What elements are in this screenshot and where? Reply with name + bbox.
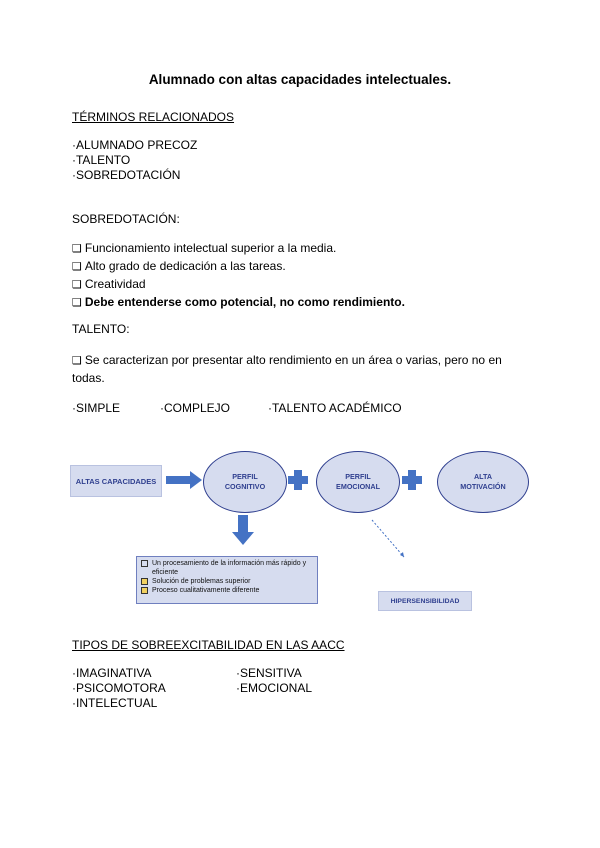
checkbox-icon: ❑ [72, 243, 82, 255]
page-title: Alumnado con altas capacidades intelectuales. [148, 72, 452, 87]
sobreexcitabilidad-heading: TIPOS DE SOBREEXCITABILIDAD EN LAS AACC [72, 638, 345, 652]
arrow-right-icon [166, 471, 202, 489]
sobreexcitabilidad-col2 [236, 666, 312, 696]
plus-icon [402, 470, 422, 490]
list-item: Solución de problemas superior [141, 577, 313, 586]
perfil-emocional-ellipse: PERFIL EMOCIONAL [316, 451, 400, 513]
sobreexcitabilidad-item: ·INTELECTUAL [72, 696, 158, 710]
perfil-cognitivo-ellipse: PERFIL COGNITIVO [203, 451, 287, 513]
plus-icon [288, 470, 308, 490]
checkbox-icon [141, 578, 148, 585]
cognitive-features-list [136, 556, 318, 604]
talento-line: todas. [72, 371, 105, 385]
terminos-item: ·ALUMNADO PRECOZ [72, 138, 198, 152]
talento-type: ·SIMPLE [72, 401, 121, 415]
checkbox-icon: ❑ [72, 355, 82, 367]
alta-motivacion-ellipse: ALTA MOTIVACIÓN [437, 451, 529, 513]
talento-type: ·TALENTO ACADÉMICO [268, 401, 402, 415]
checkbox-icon: ❑ [72, 261, 82, 273]
talento-type: ·COMPLEJO [160, 401, 231, 415]
list-item: Proceso cualitativamente diferente [141, 586, 313, 595]
sobreexcitabilidad-item: ·IMAGINATIVA [72, 666, 152, 680]
checkbox-icon: ❑ [72, 297, 82, 309]
sobreexcitabilidad-item: ·EMOCIONAL [236, 681, 313, 695]
arrowhead-icon [400, 552, 404, 557]
checkbox-icon [141, 560, 148, 567]
dashed-connector [372, 520, 404, 557]
terminos-item: ·SOBREDOTACIÓN [72, 168, 181, 182]
checkbox-icon: ❑ [72, 279, 82, 291]
list-item: Un procesamiento de la información más rápido y eficiente [141, 559, 313, 577]
hipersensibilidad-box: HIPERSENSIBILIDAD [378, 591, 472, 611]
sobredotacion-item: ❑ Debe entenderse como potencial, no como rendimiento. [72, 295, 405, 309]
talento-line: Se caracterizan por presentar alto rendimiento en un área o varias, pero no en [84, 353, 502, 367]
sobreexcitabilidad-item: ·PSICOMOTORA [72, 681, 166, 695]
sobredotacion-item: ❑ Creatividad [72, 277, 146, 291]
sobredotacion-heading: SOBREDOTACIÓN: [72, 212, 180, 226]
sobreexcitabilidad-item: ·SENSITIVA [236, 666, 302, 680]
sobredotacion-item: ❑ Funcionamiento intelectual superior a la media. [72, 241, 337, 255]
sobreexcitabilidad-col1 [72, 666, 166, 711]
arrow-down-icon [232, 515, 254, 545]
sobredotacion-item: ❑ Alto grado de dedicación a las tareas. [72, 259, 286, 273]
terminos-heading: TÉRMINOS RELACIONADOS [72, 110, 235, 124]
checkbox-icon [141, 587, 148, 594]
altas-capacidades-box: ALTAS CAPACIDADES [70, 465, 162, 497]
talento-heading: TALENTO: [72, 322, 130, 336]
terminos-item: ·TALENTO [72, 153, 131, 167]
